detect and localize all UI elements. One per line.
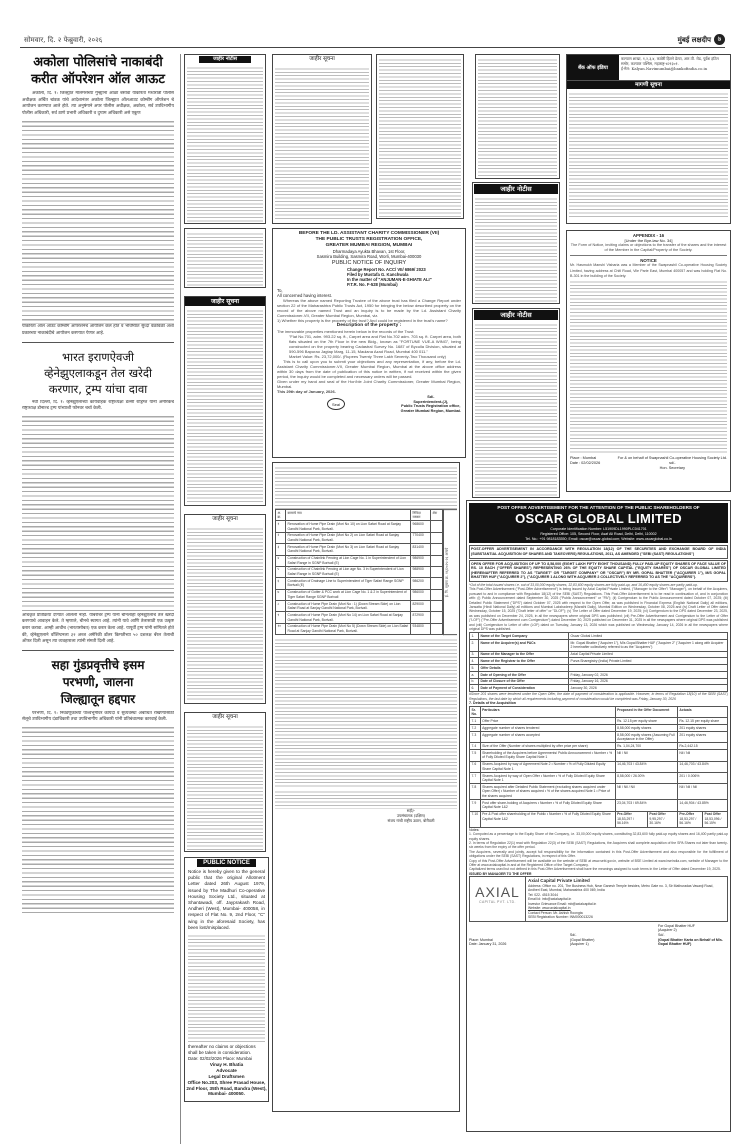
table-row: ९ Construction of Hume Pipe Drain (Mori No 14) on Lion Safari Road at Sanjay Gandhi National Park, Borivali. 872900 <box>276 612 443 623</box>
table-row: a. Date of Opening of the Offer Friday, January 02, 2026 <box>470 671 728 678</box>
table-row: 7.9 Post offer share-holding of Acquirers • Number • % of Fully Diluted Equity Share Capital Note 1&2 23,04,703 / 69.84% 14,46,904 / 43.85% <box>470 800 728 811</box>
note-item: 2. In terms of Regulation 22(1) read with Regulation 22(3) of the SEBI (SAST) Regulations, the Acquirers shall complete acquisition of the SPA Shares not later than twenty-six weeks from the expiry of the offer period. <box>469 841 728 850</box>
notice-body <box>187 308 263 504</box>
addressee: To, All concerned having interest. <box>277 287 332 298</box>
regulation-line: POST-OFFER ADVERTISEMENT IN ACCORDANCE WITH REGULATION 18(12) OF THE SECURITIES AND EXCHANGE BOARD OF INDIA (SUBSTANTIAL ACQUISITION OF SHARES AND TAKEOVERS) REGULATIONS, 2011, AS AMENDED ("SEBI (SAST) REGULATIONS") <box>469 545 728 558</box>
company-contact: Tel. No.: +91 9818183550; Email: oscar@oscar-global.com; Website: www.oscarglobal.co.in <box>525 536 672 541</box>
form-title: The Form of Notice, inviting claims or objections to the transfer of the shares and the interest of the Member in the Capital/Property of the Society. <box>570 243 727 253</box>
notice-heading: NOTICE <box>640 258 657 263</box>
page-number: ७ <box>714 34 725 45</box>
notice-body <box>275 66 369 221</box>
bank-notice <box>566 54 731 224</box>
jahir-suchna-box <box>272 54 372 224</box>
notice-title: जाहीर नोटीस <box>199 56 251 63</box>
article-lead: अकोला, दि. १: जिल्ह्यात मालमत्तेच्या गुन्ह्यांना आळा बसावा याकरिता मध्यरात्री पोलीस अधीक्षक अर्चित चांडक यांचे आदेशानंतर अकोला जिल्ह्यात ऑलआउट कोम्बींग ऑपरेशन चे आयोजन करण्यात आले होते. त्या अनुषंगाने अपर पोलीस अधीक्षक, अकोला, सर्व उपविभागीय पोलीस अधिकारी, सर्व ठाणे प्रभारी अधिकारी व दुय्यम अधिकारी असे एकुण <box>22 91 174 116</box>
notice-body <box>187 231 263 287</box>
article-headline: भारत इराणऐवजी <box>62 349 134 364</box>
tender-notice <box>272 462 460 1112</box>
table-row: १ Renovation of Hume Pipe Drain (Mori No 10) on Lion Safari Road at Sanjay Gandhi National Park, Borivali. 968600 <box>276 521 443 532</box>
notice-title: जाहीर नोटीस <box>474 184 558 194</box>
capitalized-terms: Capitalized terms used but not defined in this Post-Offer Advertisement shall have the meanings assigned to such terms in the Letter of Offer dated December 19, 2025. <box>469 867 721 872</box>
jahir-notice-box <box>472 182 560 304</box>
charity-notice <box>272 228 466 458</box>
table-row: 7.2 Aggregate number of shares tendered 8,58,000 equity shares 201 equity shares <box>470 725 728 732</box>
table-row: ५ Construction of Chainlink Fencing at Lion age No. 3 in Superintendent of Lion Safari Range in SGNP Borivali (E) 988900 <box>276 566 443 577</box>
table-row: 3. Name of the Manager to the Offer Axial Capital Private Limited <box>470 651 728 658</box>
article-headline: करीत ऑपरेशन ऑल आऊट <box>31 72 165 87</box>
notice-title: जाहीर सूचना <box>185 297 265 306</box>
acquisition-title: 7. Details of the Acquisition <box>469 701 516 706</box>
offer-summary-table <box>469 632 728 692</box>
notice-body <box>569 91 728 219</box>
appendix-title: APPENDIX - 16 <box>632 233 665 238</box>
table-row: १० Construction of Hume Pipe Drain (Mori No 5) (Down Stream Side) on Lion Safari Road at Sanjay Gandhi National Park, Borivali. 934800 <box>276 623 443 634</box>
notice-body: Notice is hereby given to the general public that the original Allotment Letter dated 26th August 1979, issued by The Madhuri Co-operative Housing Society Ltd., situated at Shantawadi, off. Jayprakash Road, Andheri (West), Mumbai- 400058, in respect of Flat No. 9, 2nd Floor, "C" wing in the aforesaid Society, has been lost/misplaced. <box>188 869 265 930</box>
notes-title: Notes: <box>469 827 480 832</box>
table-row: 4. Name of the Registrar to the Offer Purva Sharegistry (India) Private Limited <box>470 658 728 665</box>
bank-logo: बँक ऑफ इंडिया <box>567 55 619 80</box>
public-notice-box <box>184 857 269 1102</box>
charity-address: Dharmadaya Ayukta Bhavan, 1st Floor, Sasmira Building, Sasmira Road, Worli, Mumbai-400030 <box>316 249 422 260</box>
notice-body <box>187 65 263 223</box>
notice-tail: thereafter no claims or objections shall be taken in consideration. <box>188 1044 256 1056</box>
table-row: 7.4 Size of the Offer (Number of shares multiplied by offer price per share) Rs. 1,04,24,700 Rs.2,442.15 <box>470 743 728 750</box>
charity-footer <box>277 395 461 413</box>
notice-body <box>475 322 557 498</box>
article-headline: जिल्ह्यातून हद्दपार <box>60 691 136 706</box>
market-value: Market Value: Rs. 23,72,000/- (Rupees Twenty Three Lakh Seventy-Two Thousand only) <box>289 354 446 360</box>
newspaper-name: मुंबई लक्षदीप <box>677 35 711 44</box>
table-row: 6. Date of Payment of Consideration January 30, 2026 <box>470 685 728 692</box>
notice-body-cont <box>188 933 265 1043</box>
manager-details: Axial Capital Private Limited Address: Office no. 201, The Business Hub, Near Ganesh Temple besides, Metro Gate no. 3, Sir Mathuradas Vasanji Road, Andheri East, Mumbai, Maharashtra 400 069, India Tel: 022- 4515 3044 Email id: info@axialcapital.in Investor Grievance Email: mb@axialcapital.in Website: www.axialcapital.in Contact Person: Mr. Ashish Roongta SEBI Registration Number: INM000013226 <box>526 877 727 920</box>
article-body <box>22 724 174 914</box>
notice-body <box>475 196 557 304</box>
signature-block <box>469 924 728 947</box>
issue-date: सोमवार, दि. २ फेब्रुवारी, २०२६ <box>24 36 103 44</box>
acquirer-1-signature: Sd/- (Gopal Bhatter) (Acquirer 1) <box>569 933 595 947</box>
column-divider <box>180 54 181 1144</box>
byelaw: [Under the Bye-law No. 34] <box>624 238 673 244</box>
table-row: 7.6 Shares Acquired by way of Agreement Note 2 • Number • % of Fully Diluted Equity Share Capital Note 1 14,46,703 / 43.84% 14,46,703 / 43.84% <box>470 761 728 772</box>
tender-table <box>275 509 443 635</box>
society-notice <box>566 230 731 492</box>
table-row: 2. Name of the Acquirer(s) and PACs Mr. Gopal Bhatter ("Acquirer 1"), M/s Gopal Bhatter HUF ("Acquirer 2" ("Acquirer 1 along with Acquirer 2 hereinafter collectively referred to as the "Acquirers") <box>470 640 728 651</box>
divider <box>22 650 174 651</box>
table-header-row: Sr. No. Particulars Proposed in the Offer Document Actuals <box>470 707 728 718</box>
notice-body <box>187 724 263 850</box>
manager-website[interactable]: Website: www.axialcapital.in <box>528 906 571 911</box>
article-headline: परभणी, जालना <box>62 674 134 689</box>
table-row: 7.7 Shares Acquired by way of Open Offer • Number • % of Fully Diluted Equity Share Capital Note 1 8,58,000 / 26.00% 201 / 0.006% <box>470 772 728 783</box>
description-intro: The immovable properties mentioned herein below in the records of the Trust: <box>277 329 415 335</box>
manager-box <box>469 876 728 921</box>
article-body <box>22 413 174 613</box>
table-row: ३ Renovation of Hume Pipe Drain (Mori No 3) on Lion Safari Road at Sanjay Gandhi National Park, Borivali. 831400 <box>276 544 443 555</box>
acquisition-table <box>469 706 728 828</box>
bank-address: कल्याण शाखा, १,२,३,४, कावेरी हिल्ले डेल्टा, आर.पी. रोड, पुर्वेश हॉटेल समोर, कल्याण पश्चिम, महाराष्ट्र-४२१३०१. ई-मेल: Kalyan.Navimumbai@bankofindia.co.in <box>621 56 719 71</box>
oscar-post-offer-ad <box>466 500 731 1132</box>
intro-paragraph: This Post-Offer Advertisement ("Post-Offer Advertisement") is being issued by Axial Capital Private Limited, ("Manager to the Offer"/ "Manager"), on behalf of the Acquirers, pursuant to and in compliance with Regulation 18(12) of the SEBI (SAST) Regulations. This Post-Offer Advertisement is to be read in continuation of, and in conjunction with: (i) Public Announcement dated September 30, 2025 ("Public Announcement" or "PA"); (ii) Corrigendum to the Public Announcement dated October 07, 2025; (iii) Detailed Public Statement ("DPS") dated October 07, 2025 with respect to the Open Offer, as was published in Financial Express (English National Daily) all editions, Jansatta (Hindi National Daily) all editions and Mumbai Lakshadeep (Marathi Daily), Mumbai Edition on Wednesday, October 08, 2025 and (iv) Draft Letter of Offer dated Wednesday, October 15, 2025 ("Draft letter of offer" or "DLOF"); (v) The Letter of Offer dated December 19, 2025; (vi) Corrigendum to the DPS dated December 23, 2025, as was published on December 24, 2025, in all the newspapers where original DPS was published; (vii) Pre-Offer Advertisement and Corrigendum to the Letter of Offer ("LOF") ("Pre-Offer Advertisement cum Corrigendum") dated December 30, 2025 published on December 31, 2025 in all the newspapers where original DPS was published and (viii) Corrigendum to Letter of offer (LOF) dated on Tuesday, January 13, 2026 which was published on Wednesday, January 14, 2026 in all the newspapers where original DPS was published. <box>469 587 728 632</box>
tender-rows-cont <box>275 637 457 787</box>
notice-body <box>187 526 263 702</box>
jahir-suchna-box <box>184 296 266 506</box>
jahir-notice-box <box>184 54 266 224</box>
table-row: 7.1 Offer Price Rs. 12.15 per equity share Rs. 12.15 per equity share <box>470 718 728 725</box>
news-column <box>22 54 174 1144</box>
notice-box <box>376 54 464 219</box>
article-lead: परभणी, दि. १: निवडणुकांच्या पार्श्वभूमीवर कायदा व सुव्यवस्था अबाधित राखण्यासाठी सेलूचे उपविभागीय दंडाधिकारी तथा उपविभागीय अधिकारी यांनी प्रतिबंधात्मक कारवाई केली. <box>22 710 174 723</box>
demand-notice-title: मागणी सूचना <box>567 81 730 89</box>
notice-date: Date: 02/02/2026 Place: Mumbai <box>188 1056 252 1062</box>
offer-banner: POST OFFER ADVERTISEMENT FOR THE ATTENTION OF THE PUBLIC SHAREHOLDERS OF OSCAR GLOBAL LIMITED Corporate Identification Number: L51909DL1990PLC041701 Registered Office: 105, Second Floor, Asaf Ali Road, Delhi, Delhi, 110002 Tel. No.: +91 9818183550; Email: oscar@oscar-global.com; Website: www.oscarglobal.co.in <box>469 503 728 543</box>
note-item: 1. Computed as a percentage to the Equity Share of the Company, i.e. 33,00,000 equity shares, constituting 32,83,600 fully paid-up equity shares and 16,400 partly paid-up equity shares. <box>469 832 728 841</box>
issued-by: ISSUED BY MANAGER TO THE OFFER <box>469 871 532 876</box>
table-row: 1. Name of the Target Company Oscar Global Limited <box>470 633 728 640</box>
table-row: २ Renovation of Hume Pipe Drain (Mori No 2) on Lion Safari Road at Sanjay Gandhi National Park, Borivali. 770400 <box>276 532 443 543</box>
notice-title: जाहीर सूचना <box>309 56 335 62</box>
article-headline: सहा गुंडप्रवृत्तीचे इसम <box>51 657 145 672</box>
article-headline: करणार, ट्रम्प यांचा दावा <box>48 381 148 396</box>
copy-availability: Copy of this Post-Offer Advertisement will be available on the website of SEBI at www.sebi.gov.in, website of BSE Limited at www.bseindia.com, website of Manager to the Offer at www.axialcapital.in and at the Registered Office of the Target Company. <box>469 858 728 868</box>
place-date: Place: Mumbai Date: January 31, 2026 <box>469 937 507 947</box>
charity-question: 1) Whether this property is the property of the trust? And could be registered in the trust's name? <box>277 318 448 324</box>
inquiry-title: PUBLIC NOTICE OF INQUIRY <box>331 259 407 266</box>
table-row: 7.5 Shareholding of the Acquirers before Agreements/ Public Announcement • Number • % of Fully Diluted Equity Share Capital Note 1 Nil / Nil Nil / Nil <box>470 750 728 761</box>
notice-title: जाहीर सूचना <box>212 516 238 522</box>
payment-note: #Since 201 shares were tendered under the Open Offer, the date of payment of consideration is applicable. However, in terms of Regulation 18(10) of the SEBI (SAST) Regulations, the last date by which all requirements including payment of consideration would be completed was Friday, January 30, 2026 <box>469 692 728 701</box>
notice-title: जाहीर नोटीस <box>474 310 558 320</box>
charity-body: Whereas the above named Reporting Trustee of the above trust has filed a Change Report under section 22 of the Maharashtra Public Trusts Act, 1950 for bringing the below described property on the record of the above named Trust and an inquiry is to be made by the Ld. Assistant Charity Commissioner-VII, Greater Mumbai Region, Mumbai, viz. <box>277 298 461 319</box>
given-under: Given under my hand and seal of the Hon'ble Joint Charity Commissioner, Greater Mumbai Region, Mumbai. <box>277 379 461 390</box>
table-row: b. Date of Closure of the Offer Friday, January 16, 2026 <box>470 678 728 685</box>
issued-shares-note: *Out of the total issued shares i.e. out of 33,00,000 equity shares, 32,83,600 equity shares are fully paid-up, and 16,400 equity shares are partly paid-up. <box>469 582 698 587</box>
responsibility-statement: The Acquirers, severally and jointly, accept full responsibility for the information contained in this Post-Offer Advertisement and also responsible for the fulfillment of obligations under the SEBI (SAST) Regulations, in respect of this Offer. <box>469 849 728 859</box>
notice-signatory: Vinay H. Bhatia Advocate Legal Draftsmen Office No.203, Shree Prasad House, 2nd Floor, 35th Road, Bandra (West), Mumbai- 400050. <box>186 1062 267 1097</box>
charity-signatory: Sd/- Superintendent-(J), Public Trusts Registration office, Greater Mumbai Region, Mumbai. <box>400 395 461 413</box>
notice-body <box>478 57 557 178</box>
table-row: 7.3 Aggregate number of shares accepted 8,58,000 equity shares (Assuming Full Acceptance in the Offer) 201 equity shares <box>470 732 728 743</box>
divider <box>22 342 174 343</box>
company-name: OSCAR GLOBAL LIMITED <box>515 511 682 526</box>
call-for-objections: This is to call upon you to submit your objections and any representation, if any, before the Ld. Assistant Charity Commissioner-VII, Greater Mumbai Region, Mumbai at the above office address within 30 days from the date of publication of this notice in written, if not received within the given period, the inquiry would be completed and necessary orders will be passed. <box>277 359 461 380</box>
property-description: "Flat No.701, adm. 993.22 sq. ft., Carpet area and Flat No.702 adm. 703 sq. ft. Carpet area, both flats situated on the 7th Floor in the new Bldg., known as "FORTUNE VUE-A WING", being constructed on the property bearing Cadastral Survey No. 1687 of Byculla Division, situated at 590-596 Bapurao Jagtap Marg, 11-15, Maulana Azad Road, Mumbai 400 011." <box>289 334 461 355</box>
tender-side-note: ई. नि. सूचना क्र. १६/२०२५-२६ अन्वये <box>443 509 457 635</box>
jahir-suchna-box <box>184 712 266 852</box>
jahir-suchna-box <box>184 228 266 288</box>
table-row: ८ Construction of Hume Pipe Drain (Mori No : 1) (Down Stream Side) on Lion Safari Road at Sanjay Gandhi National Park, Borivali. 829000 <box>276 601 443 612</box>
table-row: ६ Construction of Drainage Line to Superintendent of Tiger Safari Range SGNP Borivali (E) 986200 <box>276 578 443 589</box>
seal-stamp: Seal <box>327 398 345 410</box>
table-row: 7.10 Pre & Post offer shareholding of the Public • Number • % of Fully Diluted Equity Share Capital Note 1&2 Pre-Offer 18,53,297 / 56.16% Post Offer 9,95,297 / 30.16% Pre-Offer 18,53,297 / 56.16% Post Offer 18,53,096 / 56.15% <box>470 811 728 827</box>
article-closing: अधिकृत प्रतिक्रिया देण्यात आलेली नाही. याबरोबर ट्रम्प यांनी चीनलाही व्हेनेझुएलाचे तेल खरेदी करण्याचे आवाहन केले. ते म्हणाले, चीनचे स्वागत आहे. त्यांनी यावे आणि तेलासाठी एक उत्कृष्ट करार करावा. आम्ही आधीच (भारतासोबत) एक करार केला आहे. यापूर्वी ट्रम्प यांनी सांगितले होते की, व्हेनेझुएलाने वॉशिंग्टनला ३२ अब्ज अमेरिकी डॉलर किमतीच्या ५० दशलक्ष बॅरल तेलाची ऑफर दिली असून त्या व्यवहाराला त्यांनी संमती दिली आहे. <box>22 612 174 645</box>
notice-title: जाहीर सूचना <box>212 714 238 720</box>
article-lead: नवी दिल्ली, दि. १: व्हेनेझुएलाच्या कार्यवाहक राष्ट्राध्यक्षा डेल्सी रॉड्रिग्ज यांनी अमेरिकेचे राष्ट्राध्यक्ष डोनाल्ड ट्रम्प यांच्याशी फोनवर चर्चा केली. <box>22 399 174 412</box>
article-closing: याकरिता ऑल आउट कोम्बींग ऑपरेशनचे आयोजन केले होते व भविष्यात सुध्दा वेळोवेळी अशा प्रकारच्या नाकाबंदीचे आयोजन करण्यात येणार आहे. <box>22 324 174 336</box>
acquirer-2-signature: For Gopal Bhatter HUF (Acquirer 2) Sd/- (Gopal Bhatter Karta on Behalf of M/s. Gopal Bhatter HUF) <box>657 923 723 947</box>
change-report: Change Report No. ACC/ VII/ 6869/ 2023 Filed by Mustafa G. Kanchwala In the matter of "ANJUMAN-E-SHIATE ALI" P.T.R. No. F-528 (Mumbai) <box>347 266 432 288</box>
registered-office: Registered Office: 105, Second Floor, Asaf Ali Road, Delhi, Delhi, 110002 <box>540 531 657 536</box>
jahir-suchna-box <box>184 514 266 704</box>
notice-box <box>475 54 560 179</box>
table-row: ४ Construction of Chainlink Fencing at Lion Cage No. 1 in Superintendent of Lion Safari Range in SGNP Borivali (E) 986900 <box>276 555 443 566</box>
notice-body <box>379 57 461 218</box>
article-headline: अकोला पोलिसांचे नाकाबंदी <box>33 55 163 70</box>
society-body: Mr. Hasmukh Manshi Visharia was a Member of the Swapnashil Co-operative Housing Society Limited, having address at Chitl Road, Vile Parle East, Mumbai 400057 and was holding Flat No. B-301 in the building of the Society. <box>570 263 727 278</box>
description-title: Description of the property : <box>336 323 402 329</box>
table-row: 5. Offer Details <box>470 665 728 672</box>
article-body <box>22 118 174 324</box>
axial-logo: AXIAL CAPITAL PVT. LTD. <box>470 877 526 920</box>
table-row: 7.8 Shares acquired after Detailed Public Statement (excluding shares acquired under Open Offer) • Number of shares acquired • % of the shares acquired Note 1 • Price of the shares acquired Nil / Nil / Nil Nil / Nil / Nil <box>470 784 728 800</box>
table-header-row: अ. क्र. कामाचे नाव निविदा रक्कम शेरा <box>276 510 443 521</box>
cin: Corporate Identification Number: L51909DL1990PLC041701 <box>550 527 647 531</box>
charity-title: BEFORE THE LD. ASSISTANT CHARITY COMMISSIONER (VII) THE PUBLIC TRUSTS REGISTRATION OFFICE, GREATER MUMBAI REGION, MUMBAI <box>298 231 440 248</box>
open-offer-line: OPEN OFFER FOR ACQUISITION OF UP TO 8,58,000 (EIGHT LAKH FIFTY EIGHT THOUSAND) FULLY PAID-UP EQUITY SHARES OF FACE VALUE OF RS. 10 EACH ("OFFER SHARES") REPRESENTING 26% OF THE EQUITY SHARE CAPITAL ("EQUITY SHARES") OF OSCAR GLOBAL LIMITED (HEREINAFTER REFERRED TO AS "TARGET" OR "TARGET COMPANY" OR "OSCAR") BY MR. GOPAL BHATTER ("ACQUIRER 1"), M/S GOPAL BHATTER HUF ("ACQUIRER 2"), ("ACQUIRER 1 ALONG WITH ACQUIRER 2 COLLECTIVELY REFERRED TO AS THE "ACQUIRERS"). <box>469 560 728 582</box>
jahir-notice-box <box>472 308 560 498</box>
notice-title: PUBLIC NOTICE <box>197 859 256 867</box>
society-body-cont <box>570 279 727 454</box>
article-headline: व्हेनेझुएलाकडून तेल खरेदी <box>44 365 152 380</box>
tender-notes <box>275 789 457 809</box>
table-row: ७ Construction of Gutter & PCC work at Lion Cage No. 1 & 2 in Superintendent of Tiger Safari Range SGNP Borivali 986000 <box>276 589 443 600</box>
dated: This 29th day of January, 2026. <box>277 389 336 395</box>
masthead <box>20 34 725 48</box>
tender-signatory: सही/- उपसंचालक (दक्षिण) संजय गांधी राष्ट्रीय उद्यान, बोरीवली <box>387 808 435 823</box>
tender-intro <box>275 465 457 509</box>
society-footer: Place : Mumbai Date : 02/02/2026 For & on behalf of Swapnashil Co-operative Housing Society Ltd. sd/- Hon. Secretary <box>570 456 727 470</box>
